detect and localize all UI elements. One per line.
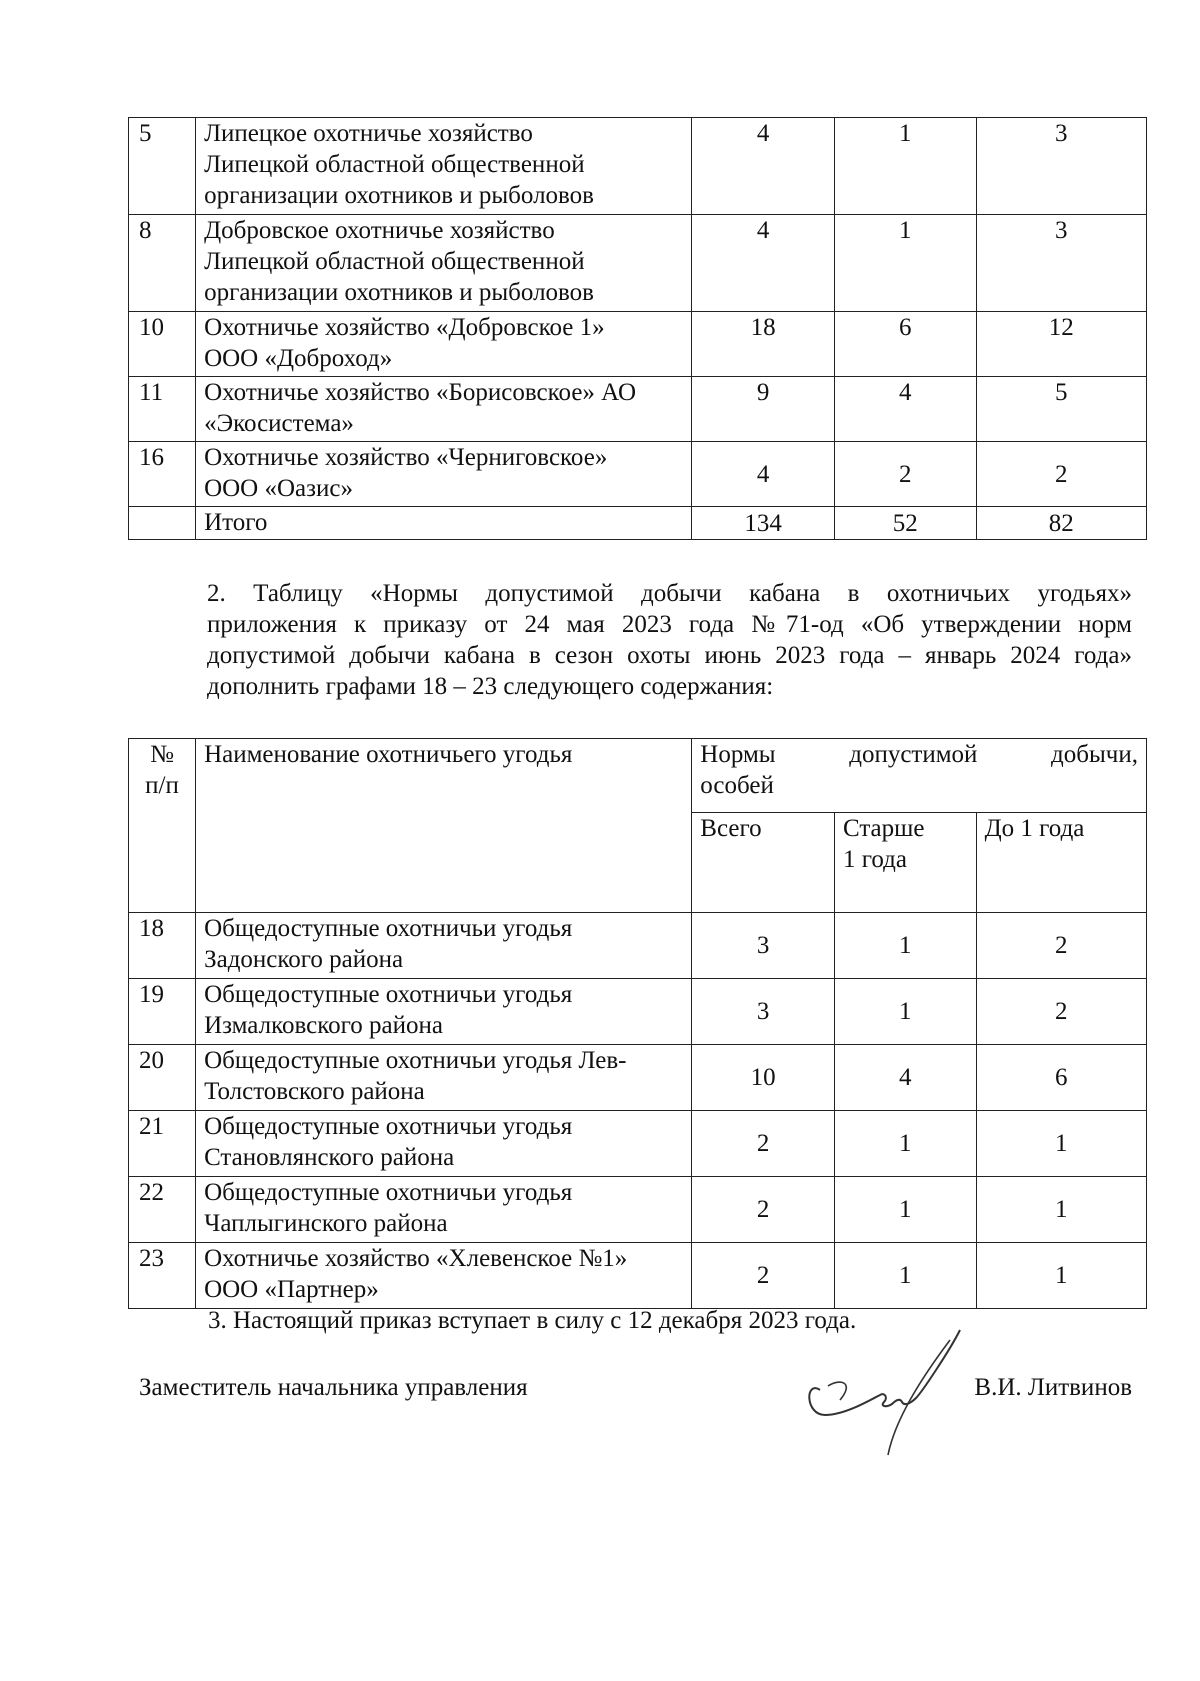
over-1-year-cell: 2	[834, 442, 976, 507]
header-total: Всего	[692, 813, 835, 913]
row-number: 10	[129, 312, 196, 377]
total-cell: 134	[692, 507, 835, 540]
name-line: Толстовского района	[204, 1078, 425, 1105]
under-1-year-cell: 5	[976, 377, 1146, 442]
empty-cell	[129, 507, 196, 540]
table-row	[129, 1045, 1147, 1111]
over-1-year-cell: 1	[834, 979, 976, 1045]
hunting-ground-name	[196, 1243, 692, 1309]
name-line: Охотничье хозяйство «Добровское 1»	[204, 314, 605, 341]
hunting-ground-name	[196, 1111, 692, 1177]
header-number-line: №	[150, 741, 174, 768]
name-line: Общедоступные охотничьи угодья	[204, 915, 573, 942]
name-line: Охотничье хозяйство «Борисовское» АО	[204, 379, 637, 406]
header-over-line: Старше	[842, 815, 925, 842]
table-row	[129, 979, 1147, 1045]
over-1-year-cell: 1	[834, 1243, 976, 1309]
row-number: 8	[129, 215, 196, 312]
total-cell: 2	[692, 1243, 835, 1309]
header-norms	[692, 739, 1147, 813]
row-number: 22	[129, 1177, 196, 1243]
row-number: 5	[129, 118, 196, 215]
header-row	[129, 739, 1147, 813]
signer-title: Заместитель начальника управления	[139, 1374, 528, 1401]
header-number	[129, 739, 196, 913]
name-line: Липецкое охотничье хозяйство	[204, 120, 533, 147]
table-row	[129, 215, 1147, 312]
name-line: Становлянского района	[204, 1144, 455, 1171]
total-cell: 2	[692, 1111, 835, 1177]
row-number: 23	[129, 1243, 196, 1309]
table-row	[129, 913, 1147, 979]
under-1-year-cell: 1	[976, 1177, 1146, 1243]
row-number: 21	[129, 1111, 196, 1177]
header-norms-word: допустимой	[849, 741, 978, 768]
hunting-ground-name	[196, 442, 692, 507]
name-line: Липецкой областной общественной	[204, 151, 585, 178]
row-number: 11	[129, 377, 196, 442]
over-1-year-cell: 1	[834, 1111, 976, 1177]
hunting-ground-name	[196, 1045, 692, 1111]
over-1-year-cell: 4	[834, 377, 976, 442]
name-line: Общедоступные охотничьи угодья Лев-	[204, 1047, 627, 1074]
over-1-year-cell: 1	[834, 913, 976, 979]
over-1-year-cell: 1	[834, 118, 976, 215]
name-line: ООО «Партнер»	[204, 1276, 379, 1303]
header-norms-word: добычи,	[1051, 741, 1138, 768]
total-cell: 9	[692, 377, 835, 442]
hunting-ground-name	[196, 377, 692, 442]
table-row	[129, 1111, 1147, 1177]
name-line: Липецкой областной общественной	[204, 248, 585, 275]
under-1-year-cell: 1	[976, 1243, 1146, 1309]
total-cell: 3	[692, 979, 835, 1045]
table-row	[129, 312, 1147, 377]
table-row	[129, 118, 1147, 215]
table-1	[128, 117, 1147, 540]
amendment-paragraph	[139, 578, 1132, 702]
under-1-year-cell: 3	[976, 215, 1146, 312]
total-cell: 4	[692, 442, 835, 507]
name-line: Общедоступные охотничьи угодья	[204, 1179, 573, 1206]
over-1-year-cell: 6	[834, 312, 976, 377]
paragraph-line: приложения к приказу от 24 мая 2023 года №71-од «Об утверждении норм	[207, 611, 1132, 638]
header-number-line: п/п	[145, 772, 179, 799]
name-line: Задонского района	[204, 946, 404, 973]
name-line: ООО «Доброход»	[204, 345, 393, 372]
row-number: 16	[129, 442, 196, 507]
under-1-year-cell: 2	[976, 913, 1146, 979]
name-line: ООО «Оазис»	[204, 475, 353, 502]
header-over-line: 1 года	[842, 846, 907, 873]
name-line: Общедоступные охотничьи угодья	[204, 1113, 573, 1140]
paragraph-line: дополнить графами 18 – 23 следующего содержания:	[207, 673, 774, 700]
total-label: Итого	[196, 507, 692, 540]
under-1-year-cell: 1	[976, 1111, 1146, 1177]
over-1-year-cell: 1	[834, 215, 976, 312]
hunting-ground-name	[196, 913, 692, 979]
under-1-year-cell: 12	[976, 312, 1146, 377]
hunting-ground-name	[196, 215, 692, 312]
over-1-year-cell: 52	[834, 507, 976, 540]
under-1-year-cell: 2	[976, 442, 1146, 507]
hunting-ground-name	[196, 118, 692, 215]
table-row	[129, 377, 1147, 442]
signer-name: В.И. Литвинов	[974, 1374, 1132, 1401]
total-cell: 10	[692, 1045, 835, 1111]
under-1-year-cell: 2	[976, 979, 1146, 1045]
hunting-ground-name	[196, 312, 692, 377]
under-1-year-cell: 6	[976, 1045, 1146, 1111]
total-cell: 2	[692, 1177, 835, 1243]
name-line: Общедоступные охотничьи угодья	[204, 981, 573, 1008]
name-line: Добровское охотничье хозяйство	[204, 217, 555, 244]
row-number: 20	[129, 1045, 196, 1111]
header-under-1-year: До 1 года	[976, 813, 1146, 913]
effective-date-statement: 3. Настоящий приказ вступает в силу с 12 декабря 2023 года.	[208, 1307, 857, 1334]
name-line: Чаплыгинского района	[204, 1210, 448, 1237]
header-name: Наименование охотничьего угодья	[196, 739, 692, 913]
hunting-ground-name	[196, 979, 692, 1045]
table-row	[129, 1243, 1147, 1309]
hunting-ground-name	[196, 1177, 692, 1243]
table-row	[129, 442, 1147, 507]
header-norms-line	[700, 739, 1138, 770]
signature-mark	[800, 1320, 970, 1460]
header-over-1-year	[834, 813, 976, 913]
paragraph-line: допустимой добычи кабана в сезон охоты июнь 2023 года – январь 2024 года»	[207, 642, 1132, 669]
header-norms-line: особей	[700, 772, 774, 799]
name-line: Охотничье хозяйство «Хлевенское №1»	[204, 1245, 628, 1272]
name-line: Измалковского района	[204, 1012, 443, 1039]
under-1-year-cell: 3	[976, 118, 1146, 215]
under-1-year-cell: 82	[976, 507, 1146, 540]
row-number: 19	[129, 979, 196, 1045]
paragraph-line: 2. Таблицу «Нормы допустимой добычи кабана в охотничьих угодьях»	[207, 580, 1132, 607]
over-1-year-cell: 1	[834, 1177, 976, 1243]
total-row	[129, 507, 1147, 540]
row-number: 18	[129, 913, 196, 979]
total-cell: 3	[692, 913, 835, 979]
name-line: организации охотников и рыболовов	[204, 279, 594, 306]
over-1-year-cell: 4	[834, 1045, 976, 1111]
header-norms-word: Нормы	[700, 741, 776, 768]
table-row	[129, 1177, 1147, 1243]
table-2	[128, 738, 1147, 1309]
total-cell: 18	[692, 312, 835, 377]
name-line: организации охотников и рыболовов	[204, 182, 594, 209]
total-cell: 4	[692, 215, 835, 312]
name-line: «Экосистема»	[204, 410, 354, 437]
name-line: Охотничье хозяйство «Черниговское»	[204, 444, 608, 471]
total-cell: 4	[692, 118, 835, 215]
